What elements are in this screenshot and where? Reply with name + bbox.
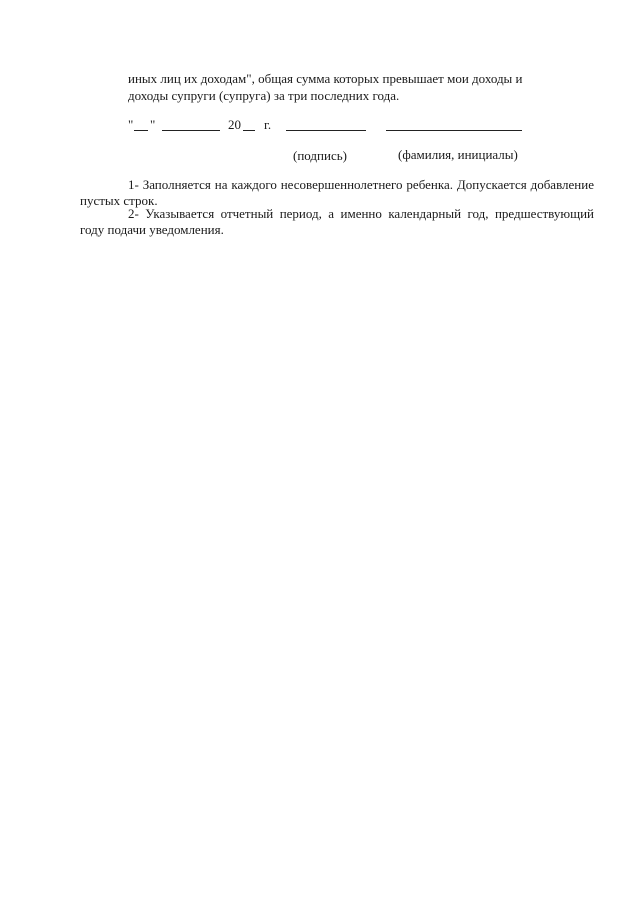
date-signature-row xyxy=(128,117,528,133)
date-quote-open: " xyxy=(128,117,134,132)
footnote-1: 1- Заполняется на каждого несовершеннолетнего ребенка. Допускается добавление пустых строк. xyxy=(80,177,594,208)
footnote-2: 2- Указывается отчетный период, а именно календарный год, предшествующий году подачи уведомления. xyxy=(80,206,594,237)
year-suffix: г. xyxy=(264,117,272,132)
year-blank-line xyxy=(243,129,255,131)
signature-blank-line xyxy=(286,129,366,131)
month-blank-line xyxy=(162,129,220,131)
date-quote-close: " xyxy=(150,117,156,132)
body-text-line-2: доходы супруги (супруга) за три последних года. xyxy=(128,88,400,103)
name-blank-line xyxy=(386,129,522,131)
signature-caption: (подпись) xyxy=(293,148,347,163)
body-text-line-1: иных лиц их доходам", общая сумма которых превышает мои доходы и xyxy=(128,71,523,86)
name-caption: (фамилия, инициалы) xyxy=(398,147,518,162)
year-prefix: 20 xyxy=(228,117,241,132)
day-blank-line xyxy=(134,129,148,131)
